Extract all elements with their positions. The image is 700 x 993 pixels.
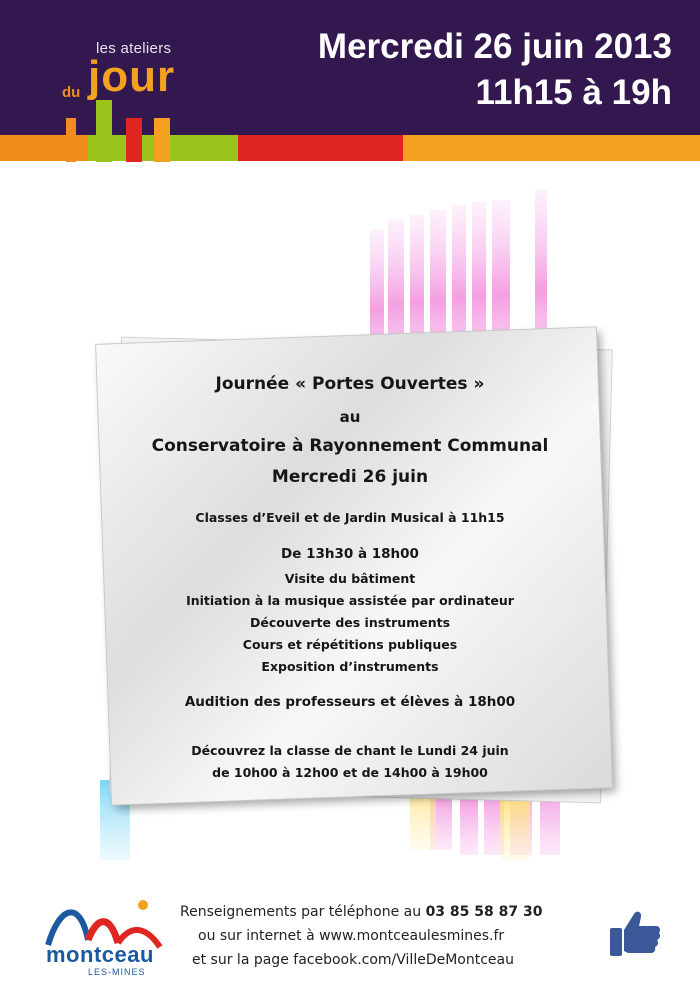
thumbs-up-icon	[608, 908, 662, 958]
header-stripe-red	[238, 135, 403, 161]
logo-bar-1	[66, 118, 76, 162]
event-morning: Classes d’Eveil et de Jardin Musical à 11h15	[195, 510, 505, 525]
logo-du-text: du	[62, 84, 81, 101]
activity-item: Exposition d’instruments	[261, 659, 439, 674]
logo-bar-4	[154, 118, 170, 162]
activity-item: Visite du bâtiment	[284, 571, 416, 586]
activity-item: Cours et répétitions publiques	[242, 637, 458, 652]
event-date: Mercredi 26 juin	[271, 467, 429, 487]
contact-internet-line: ou sur internet à www.montceaulesmines.fr	[198, 928, 505, 944]
event-audition: Audition des professeurs et élèves à 18h00	[184, 694, 516, 710]
logo-bar-2	[96, 100, 112, 162]
singing-line-2: de 10h00 à 12h00 et de 14h00 à 19h00	[212, 765, 488, 780]
logo-big-text: jour	[88, 52, 176, 101]
event-venue: Conservatoire à Rayonnement Communal	[151, 436, 549, 456]
paper-sheet	[96, 327, 612, 804]
contact-phone: 03 85 58 87 30	[425, 904, 543, 920]
logo-bar-3	[126, 118, 142, 162]
event-title: Journée « Portes Ouvertes »	[215, 374, 485, 394]
contact-facebook-line: et sur la page facebook.com/VilleDeMontceau	[192, 952, 514, 968]
contact-info	[180, 900, 600, 972]
header-date	[318, 24, 672, 116]
logo-small-text: les ateliers	[96, 40, 172, 57]
singing-line-1: Découvrez la classe de chant le Lundi 24 juin	[191, 743, 509, 758]
header-date-line: Mercredi 26 juin 2013	[317, 27, 672, 66]
header-stripe-yellow	[403, 135, 700, 161]
event-afternoon-heading: De 13h30 à 18h00	[281, 546, 419, 562]
event-connector: au	[339, 408, 361, 426]
montceau-logo-sub: LES-MINES	[88, 967, 146, 977]
montceau-logo-name: montceau	[46, 942, 154, 967]
singing-info	[110, 740, 590, 784]
contact-prefix: Renseignements par téléphone au	[180, 904, 426, 920]
activity-list	[110, 568, 590, 678]
header-time-line: 11h15 à 19h	[475, 73, 672, 112]
activity-item: Initiation à la musique assistée par ordinateur	[186, 593, 514, 608]
contact-phone-line	[180, 900, 600, 924]
activity-item: Découverte des instruments	[249, 615, 451, 630]
